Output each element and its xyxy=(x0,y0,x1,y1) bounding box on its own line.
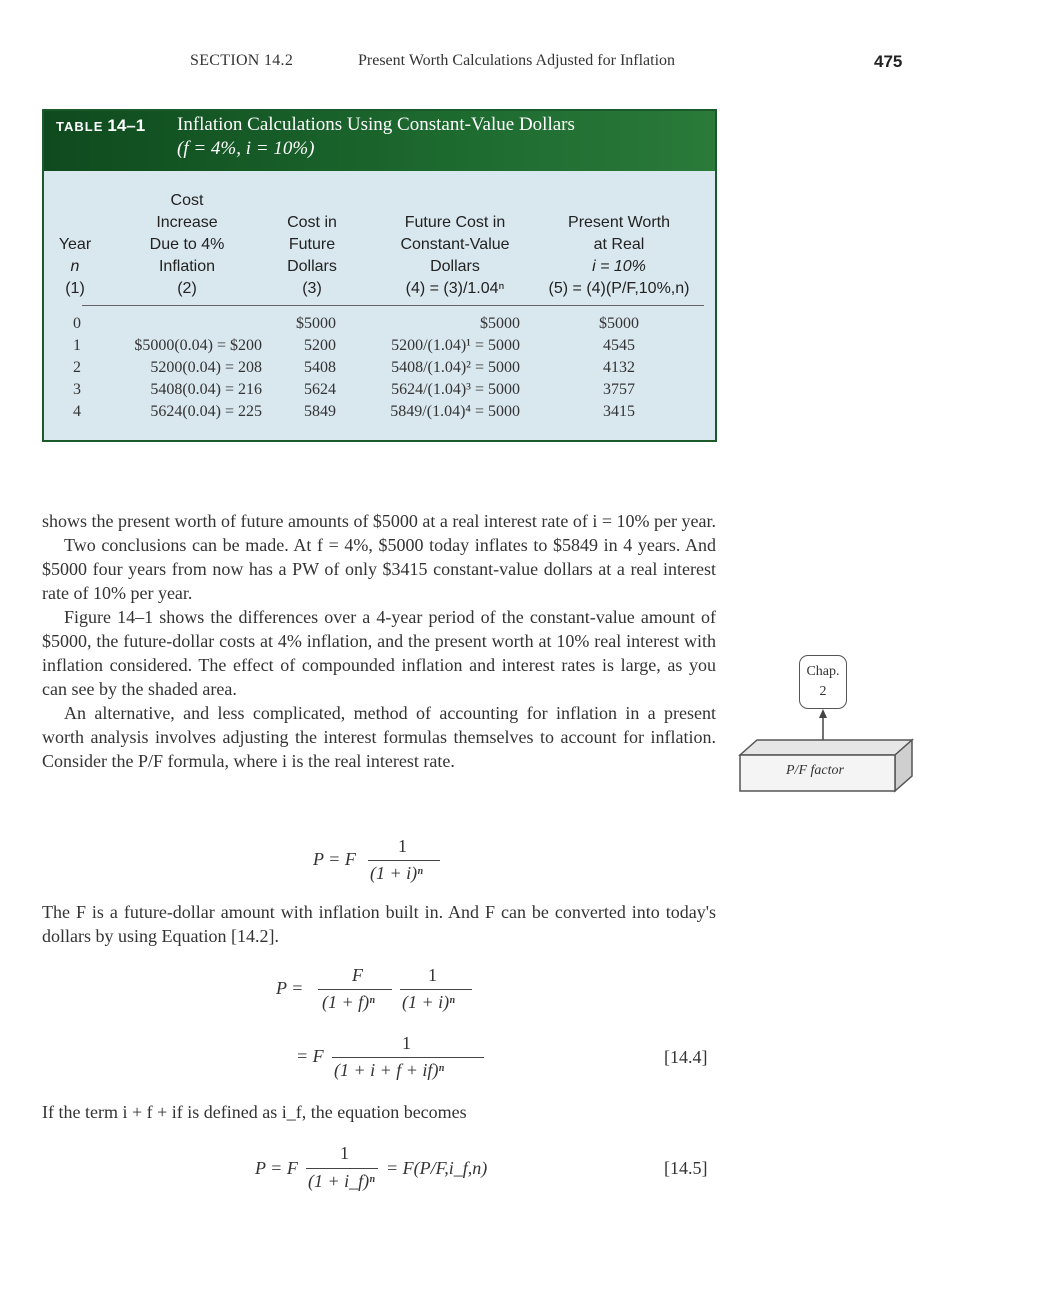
col-head-future: Cost in Future Dollars (3) xyxy=(287,214,337,297)
pf-factor-label: P/F factor xyxy=(786,763,844,778)
paragraph: Figure 14–1 shows the differences over a 4-year period of the constant-value amount of $5000, the future-dollar costs at 4% inflation, and the present worth at 10% real interest with inflation considered. The effect of compounded inflation and interest rates is large, as you can see by the shaded area. xyxy=(42,607,716,699)
paragraph: The F is a future-dollar amount with inflation built in. And F can be converted into today's dollars by using Equation [14.2]. xyxy=(42,902,716,946)
col-head-constant: Future Cost in Constant-Value Dollars (4) = (3)/1.04ⁿ xyxy=(400,214,510,297)
page-number: 475 xyxy=(874,52,903,71)
table-caption: Inflation Calculations Using Constant-Value Dollars xyxy=(177,114,575,135)
col-head-year: Year n (1) xyxy=(58,236,92,297)
table-caption-params: (f = 4%, i = 10%) xyxy=(177,138,315,159)
paragraph: An alternative, and less complicated, method of accounting for inflation in a present worth analysis involves adjusting the interest formulas themselves to account for inflation. Consider the P/F formula, where i is the real interest rate. xyxy=(42,703,716,771)
inflation-table: TABLE 14–1 Inflation Calculations Using Constant-Value Dollars (f = 4%, i = 10%) Year n (1) Cost Increase Due to 4% Inflation (2) Cost in Future Dollars (3) Future Cost in Constant-Value Dollars (4) = (3)/1.04ⁿ Present Worth at Real i = 10% (5) = (4)(P/F,10%,n) 0 $5000 $5000 $5000 1 $5000(0.04) = $200 5200 5200/(1.04)¹ = 5000 4545 2 5200(0.04) = 208 5408 5408/(1.04)² = 5000 4132 3 5408(0.04) = 216 5624 5624/(1.04)³ = 5000 3757 4 5624(0.04) = 225 5849 5849/(1.04)⁴ = 5000 3415 xyxy=(42,109,717,442)
equation-number: [14.4] xyxy=(664,1047,708,1067)
chapter-reference-box: Chap. 2 xyxy=(799,655,847,709)
running-title: Present Worth Calculations Adjusted for Inflation xyxy=(358,52,676,69)
paragraph: shows the present worth of future amounts of $5000 at a real interest rate of i = 10% per year. xyxy=(42,511,716,531)
section-label: SECTION 14.2 xyxy=(190,52,294,69)
col-head-pw: Present Worth at Real i = 10% (5) = (4)(P/F,10%,n) xyxy=(548,214,690,297)
paragraph: Two conclusions can be made. At f = 4%, $5000 today inflates to $5849 in 4 years. And $5000 four years from now has a PW of only $3415 constant-value dollars at a real interest rate of 10% per year. xyxy=(42,535,716,603)
col-head-increase: Cost Increase Due to 4% Inflation (2) xyxy=(149,192,225,297)
equation-number: [14.5] xyxy=(664,1158,708,1178)
paragraph: If the term i + f + if is defined as i_f, the equation becomes xyxy=(42,1102,467,1122)
table-label: TABLE 14–1 xyxy=(56,116,146,135)
